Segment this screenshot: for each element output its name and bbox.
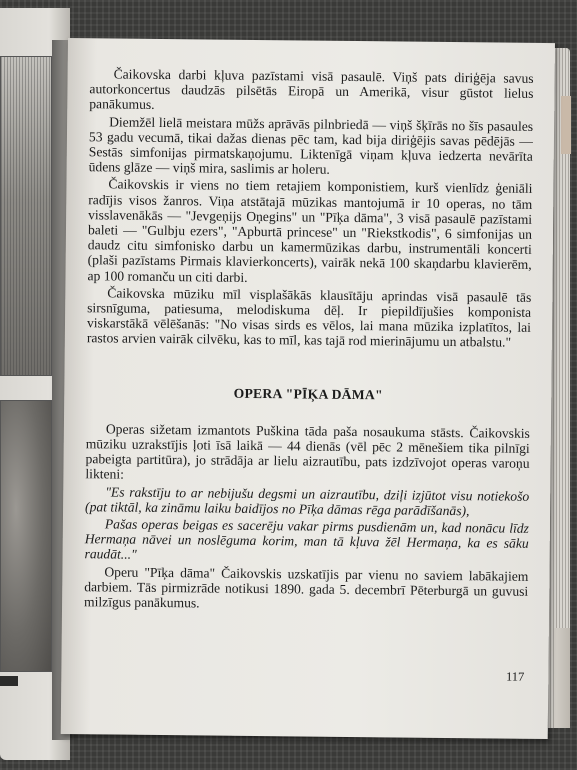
page-content [84,66,534,616]
page-stack-edge [554,628,570,728]
paragraph-opera-intro: Operas sižetam izmantots Puškina tāda paša nosaukuma stāsts. Čaikovskis mūziku uzrakstījis ļoti īsā laikā — 44 dienās (vēl pēc 2 mēnešiem tika pilnīgi pabeigta partitūra), jo strādāja ar lielu aizrautību, pats izdzīvojot operas varoņu likteni: [85,421,530,483]
quote-2: Pašas operas beigas es sacerēju vakar pirms pusdienām un, kad nonācu līdz Hermaņa nāvei un noslēguma korim, man tā kļuva žēl Hermaņa, ka es sāku raudāt..." [84,516,529,563]
right-page [61,38,555,739]
paragraph-1: Čaikovska darbi kļuva pazīstami visā pasaulē. Viņš pats diriģēja savus autorkoncertus daudzās pilsētās Eiropā un Amerikā, visur gūstot lielus panākumus. [89,66,534,113]
paragraph-4: Čaikovska mūziku mīl visplašākās klausītāju aprindas visā pasaulē tās sirsnīguma, patiesuma, melodiskuma dēļ. Ir piepildījušies komponista viskarstākā vēlēšanās: "No visas sirds es vēlos, lai mana mūzika izplatītos, lai rastos arvien vairāk cilvēku, kas to mīl, kas tajā rod mierinājumu un atbalstu." [86,285,532,351]
paragraph-2: Diemžēl lielā meistara mūžs aprāvās pilnbriedā — viņš šķīrās no šīs pasaules 53 gadu vecumā, tikai dažas dienas pēc tam, kad bija diriģējis savas pēdējās — Sestās simfonijas pirmatskaņojumu. Liktenīgā viņam kļuva iedzerta nevārīta ūdens glāze — viņš mira, saslimis ar holeru. [88,114,534,177]
quote-1: "Es rakstīju to ar nebijušu degsmi un aizrautību, dziļi izjūtot visu notiekošo (pat tiktāl, ka zināmu laiku baidījos no Pīķa dāmas rēga parādīšanās), [85,484,530,519]
paragraph-premiere: Operu "Pīķa dāma" Čaikovskis uzskatījis par vienu no saviem labākajiem darbiem. Tās pirmizrāde notikusi 1890. gada 5. decembrī Pēterburgā un guvusi milzīgus panākumus. [84,564,529,611]
page-number: 117 [505,669,525,684]
left-page-photo-portrait [0,400,52,672]
left-page-caption-mark [0,676,18,686]
section-heading: OPERA "PĪĶA DĀMA" [233,385,384,402]
paragraph-3: Čaikovskis ir viens no tiem retajiem komponistiem, kurš vienlīdz ģeniāli radījis visos žanros. Viņa atstātajā mūzikas mantojumā ir 10 operas, no tām visslavenākās — "Jevgeņijs Oņegins" un "Pīķa dāma", 3 visā pasaulē pazīstami baleti — "Gulbju ezers", "Apburtā princese" un "Riekstkodis", 6 simfonijas un daudz citu simfonisko darbu un kamermūzikas darbu, instrumentāli koncerti (plaši pazīstams Pirmais klavierkoncerts), vairāk nekā 100 skaņdarbu klavierēm, ap 100 romanču un citi darbi. [87,176,533,285]
left-page-photo-building [0,56,52,376]
bookmark-ribbon [561,96,571,154]
